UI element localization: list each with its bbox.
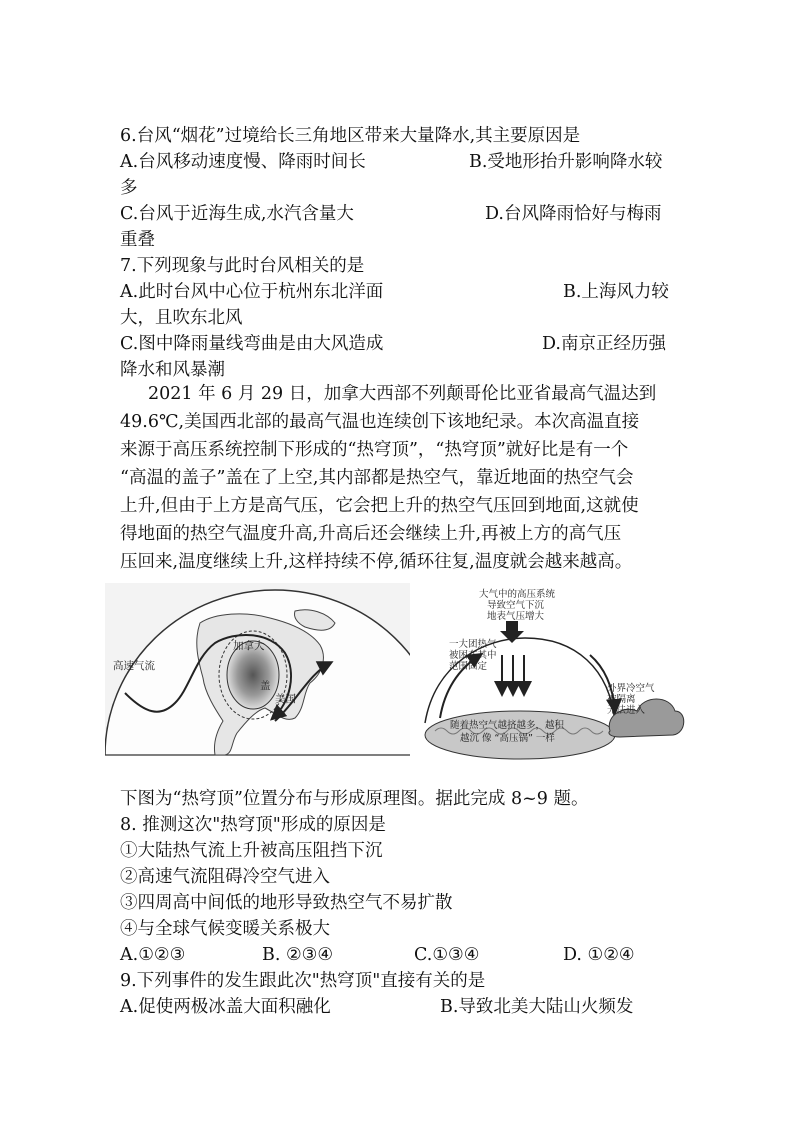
label-left-1: 一大团热气 (449, 639, 497, 650)
q8-stem: 8. 推测这次"热穹顶"形成的原因是 (120, 815, 386, 835)
label-right-1: 外界冷空气 (607, 683, 655, 694)
q9-stem: 9.下列事件的发生跟此次"热穹顶"直接有关的是 (120, 971, 486, 991)
label-left-3: 范围固定 (449, 661, 488, 672)
label-right-2: 被隔离 (607, 694, 636, 705)
label-top-1: 大气中的高压系统 (479, 589, 556, 600)
figure-intro: 下图为“热穹顶”位置分布与形成原理图。据此完成 8~9 题。 (120, 789, 589, 809)
label-bottom-1: 随着热空气越挤越多，越积 (450, 720, 565, 731)
label-top-3: 地表气压增大 (487, 611, 545, 622)
q6-option-b: B.受地形抬升影响降水较 (469, 152, 663, 172)
q8-option-d: D. ①②④ (563, 945, 635, 965)
passage-line: 49.6℃,美国西北部的最高气温也连续创下该地纪录。本次高温直接 (120, 412, 640, 432)
q8-option-b: B. ②③④ (262, 945, 334, 965)
q6-stem: 6.台风“烟花”过境给长三角地区带来大量降水,其主要原因是 (120, 126, 581, 146)
q6-option-b-continued: 多 (120, 178, 138, 198)
label-jet-stream: 高速气流 (113, 660, 155, 672)
q7-option-a: A.此时台风中心位于杭州东北洋面 (120, 282, 384, 302)
q8-item-2: ②高速气流阻碍冷空气进入 (120, 867, 330, 887)
map-panel (105, 583, 445, 755)
q8-option-c: C.①③④ (414, 945, 480, 965)
heat-dome-figure (105, 583, 685, 783)
q6-option-a: A.台风移动速度慢、降雨时间长 (120, 152, 366, 172)
label-usa: 美国 (275, 693, 296, 705)
q9-option-a: A.促使两极冰盖大面积融化 (120, 997, 331, 1017)
q7-option-b-continued: 大，且吹东北风 (120, 308, 243, 328)
q7-option-d: D.南京正经历强 (542, 334, 666, 354)
label-canada: 加拿大 (233, 640, 265, 652)
passage-line: 来源于高压系统控制下形成的“热穹顶”，“热穹顶”就好比是有一个 (120, 440, 629, 460)
q7-option-d-continued: 降水和风暴潮 (120, 360, 225, 380)
q7-option-b: B.上海风力较 (563, 282, 669, 302)
q6-option-d-continued: 重叠 (120, 230, 155, 250)
passage-line: 上升,但由于上方是高气压，它会把上升的热空气压回到地面,这就使 (120, 496, 639, 516)
label-left-2: 被困在其中 (449, 650, 497, 661)
q6-option-d: D.台风降雨恰好与梅雨 (485, 204, 662, 224)
passage-line: 2021 年 6 月 29 日，加拿大西部不列颠哥伦比亚省最高气温达到 (148, 384, 657, 404)
q7-option-c: C.图中降雨量线弯曲是由大风造成 (120, 334, 384, 354)
label-right-3: 无法进入 (607, 705, 646, 716)
q8-item-3: ③四周高中间低的地形导致热空气不易扩散 (120, 893, 453, 913)
q8-item-4: ④与全球气候变暖关系极大 (120, 919, 330, 939)
passage-line: 压回来,温度继续上升,这样持续不停,循环往复,温度就会越来越高。 (120, 552, 633, 572)
passage-line: 得地面的热空气温度升高,升高后还会继续上升,再被上方的高气压 (120, 524, 622, 544)
label-lid: 盖 (260, 680, 271, 692)
q8-option-a: A.①②③ (120, 945, 186, 965)
heat-dome-diagram (105, 583, 685, 783)
label-top-2: 导致空气下沉 (487, 600, 545, 611)
label-bottom-2: 越沉 像 “高压锅” 一样 (460, 733, 555, 744)
mechanism-panel (410, 583, 685, 783)
q8-item-1: ①大陆热气流上升被高压阻挡下沉 (120, 841, 383, 861)
q9-option-b: B.导致北美大陆山火频发 (440, 997, 634, 1017)
passage-line: “高温的盖子”盖在了上空,其内部都是热空气，靠近地面的热空气会 (120, 468, 634, 488)
q6-option-c: C.台风于近海生成,水汽含量大 (120, 204, 354, 224)
q7-stem: 7.下列现象与此时台风相关的是 (120, 256, 365, 276)
